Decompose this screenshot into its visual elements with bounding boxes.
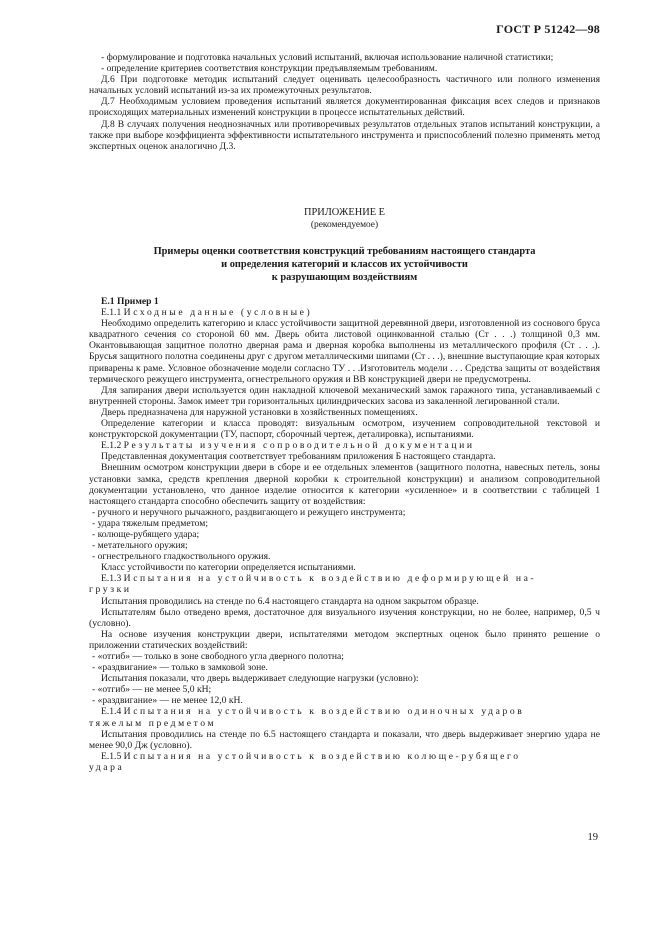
section-number: Е.1.3 (101, 573, 122, 585)
paragraph: Необходимо определить категорию и класс устойчивости защитной деревянной двери, изготовленной из сосновог​о бруса квадратного сечения со стороной 60 мм. Дверь обита листовой оцинкованной сталью (Ст . . .) толщиной 0,3 мм. Окантовывающая защитное полотно дверная рама и дверная коробка выполнены из металлического профиля (Ст . . .). Брусья защитного полотна соединены друг с другом металлическими шипами (Ст . . .), внешние выступающие края которых приварены к раме. Условное обозначение модели согласно ТУ . . .Изготовитель модели . . . Средства защиты от воздействия термического режущего инструмента, огнестрельного оружия и ВВ конструкцией двери не предусмотрены. (89, 318, 600, 385)
section-title: Испытания на устойчивость к воздействию колюще-рубящего (123, 750, 521, 762)
paragraph: Дверь предназначена для наружной установки в хозяйственных помещениях. (101, 406, 418, 418)
title-line-3: к разрушающим воздействиям (271, 272, 418, 283)
section-number: Е.1.1 (101, 307, 122, 319)
list-item: - удара тяжелым предметом; (92, 517, 209, 529)
paragraph: Представленная документация соответствует требованиям приложения Б настоящего стандарта. (101, 451, 496, 463)
list-item: - огнестрельного гладкоствольного оружия. (92, 551, 271, 563)
page-number: 19 (587, 832, 598, 843)
list-item: - «отгиб» — не менее 5,0 кН; (92, 684, 212, 696)
section-title: Испытания на устойчивость к воздействию одиночных ударов (123, 706, 525, 718)
example-body (89, 296, 600, 773)
document-header: ГОСТ Р 51242—98 (496, 22, 600, 36)
section-title: Результаты изучения сопроводительной документации (123, 440, 475, 452)
paragraph: Класс устойчивости по категории определяется испытаниями. (101, 562, 356, 574)
section-title-continued: грузки (89, 584, 132, 596)
section-title-continued: тяжелым предметом (89, 717, 217, 729)
paragraph: Испытания показали, что дверь выдерживает следующие нагрузки (условно): (101, 673, 419, 685)
paragraph: Испытателям было отведено время, достаточное для визуального изучения конструкции, но не более, например, 0,5 ч (условно). (89, 606, 600, 629)
list-item: - ручного и неручного рычажного, раздвигающего и режущего инструмента; (92, 506, 406, 518)
section-heading (89, 751, 600, 762)
appendix-heading (89, 207, 600, 231)
title-line-1: Примеры оценки соответствия конструкций требованиям настоящего стандарта (153, 246, 536, 257)
appendix-main-title (89, 245, 600, 284)
section-title: Испытания на устойчивость к воздействию деформирующей на- (123, 573, 537, 585)
list-item: - определение критериев соответствия конструкции предъявляемым требованиям. (101, 63, 438, 75)
list-item: - метательного оружия; (92, 540, 188, 552)
paragraph-d8: Д.8 В случаях получения неоднозначных или противоречивых результатов отдельных этапов испытаний конструкции, а также при выборе коэффициента эффективности испытательного инструмента и приспособлений полезно применять метод экспертных оценок аналогично Д.3. (89, 118, 600, 152)
section-title-continued: удара (89, 761, 125, 773)
paragraph-d6: Д.6 При подготовке методик испытаний следует оценивать целесообразность частичного или полного изменения начальных условий испытаний из-за их промежуточных результатов. (89, 74, 600, 97)
list-item: - формулирование и подготовка начальных условий испытаний, включая использование наличной статистики; (101, 52, 554, 63)
section-number: Е.1.2 (101, 440, 122, 452)
paragraph: Внешним осмотром конструкции двери в сборе и ее отдельных элементов (защитного полотна, навесных петель, зоны установки замка, средств крепления дверной коробки к строительной конструкции) и анализом сопроводительной документации установлено, что данное изделие относится к категории «усиленное» и в соответствии с таблицей 1 настоящего стандарта способно обеспечить защиту от воздействия: (89, 462, 600, 507)
appendix-title: ПРИЛОЖЕНИЕ Е (303, 207, 386, 218)
section-heading (89, 706, 600, 717)
section-number: Е.1.4 (101, 706, 122, 718)
paragraph: Для запирания двери используется один накладной ключевой механический замок гаражного типа, устанавливаемый с внутренней стороны. Замок имеет три горизонтальных цилиндрических засова из закаленной легированной стали. (89, 384, 600, 407)
appendix-subtitle: (рекомендуемое) (310, 220, 379, 230)
paragraph: На основе изучения конструкции двери, испытателями методом экспертных оценок было принято решение о приложении статических воздействий: (89, 628, 600, 651)
section-heading (89, 573, 600, 584)
paragraph: Испытания проводились на стенде по 6.4 настоящего стандарта на одном закрытом образце. (101, 595, 479, 607)
section-heading (89, 440, 600, 451)
example-title: Е.1 Пример 1 (101, 296, 159, 307)
list-item: - «раздвигание» — не менее 12,0 кН. (92, 695, 243, 707)
section-title: Исходные данные (условные) (123, 307, 313, 319)
paragraph: Испытания проводились на стенде по 6.5 настоящего стандарта и показали, что дверь выдерживает энергию удара не менее 90,0 Дж (условно). (89, 728, 600, 751)
section-heading (89, 307, 600, 318)
paragraph: Определение категории и класса проводят: визуальным осмотром, изучением сопроводительной текстовой и конструкторской документации (ТУ, паспорт, сборочный чертеж, деталировка), испытаниями. (89, 418, 600, 441)
section-number: Е.1.5 (101, 750, 122, 762)
top-text-block (89, 52, 600, 152)
list-item: - «отгиб» — только в зоне свободного угла дверного полотна; (92, 651, 344, 662)
list-item: - колюще-рубящего удара; (92, 528, 200, 540)
paragraph-d7: Д.7 Необходимым условием проведения испытаний является документированная фиксация всех следов и признаков происходящих материальных изменений конструкции в процессе испытательных действий. (89, 96, 600, 119)
title-line-2: и определения категорий и классов их устойчивости (221, 259, 468, 270)
list-item: - «раздвигание» — только в замковой зоне. (92, 662, 268, 674)
